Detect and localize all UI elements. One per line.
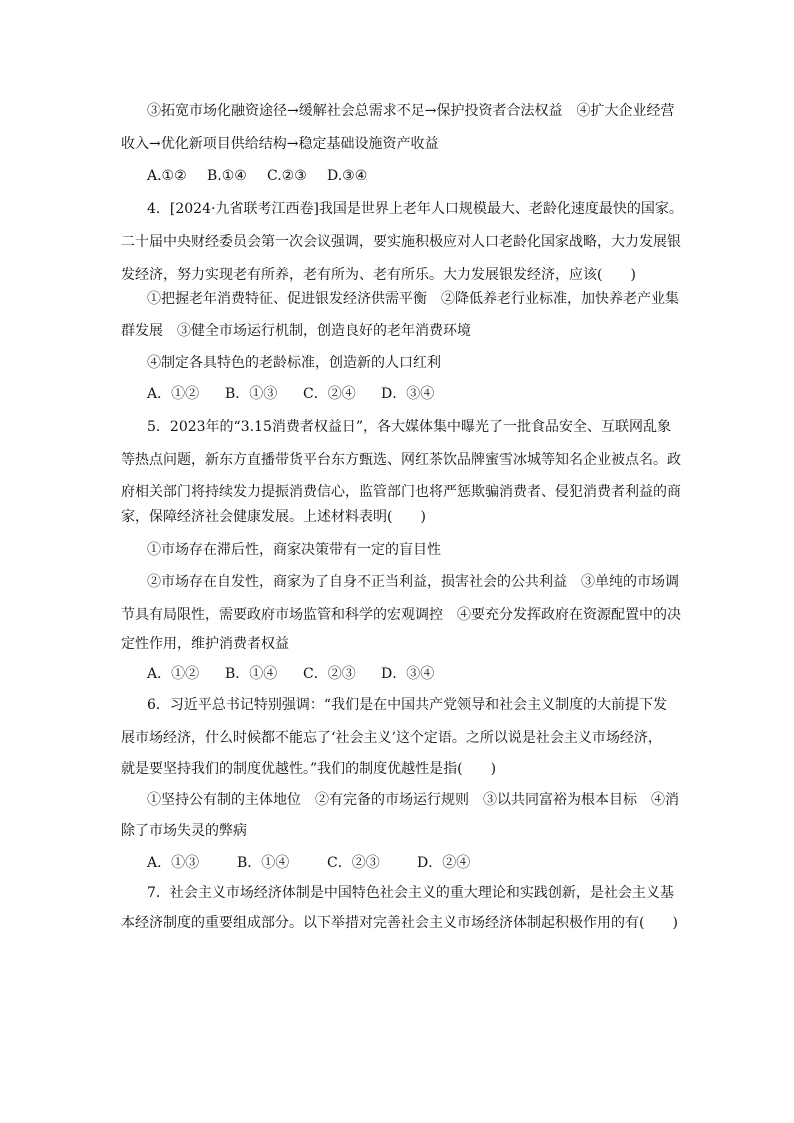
q5-stem-line-2: 等热点问题，新东方直播带货平台东方甄选、网红茶饮品牌蜜雪冰城等知名企业被点名。政 <box>121 452 681 468</box>
q4-stem-line-2: 二十届中央财经委员会第一次会议强调，要实施积极应对人口老龄化国家战略，大力发展银 <box>121 234 681 250</box>
q5-stem-line-1: 5．2023年的“3.15消费者权益日”，各大媒体集中曝光了一批食品安全、互联网乱象 <box>147 419 672 435</box>
q6-stem-line-2: 展市场经济，什么时候都不能忘了‘社会主义’这个定语。之所以说是社会主义市场经济， <box>121 730 662 746</box>
q4-choices <box>147 384 434 404</box>
q4-option-line-1: ①把握老年消费特征、促进银发经济供需平衡 ②降低养老行业标准，加快养老产业集 <box>147 291 679 307</box>
q7-stem-line-1: 7．社会主义市场经济体制是中国特色社会主义的重大理论和实践创新，是社会主义基 <box>147 885 674 901</box>
q7-stem-line-2: 本经济制度的重要组成部分。以下举措对完善社会主义市场经济体制起积极作用的有( ) <box>121 915 678 931</box>
q3-option-line-2: 收入→优化新项目供给结构→稳定基础设施资产收益 <box>121 136 439 152</box>
q4-option-line-2: 群发展 ③健全市场运行机制，创造良好的老年消费环境 <box>121 323 471 339</box>
q3-choice-b: B.①④ <box>207 168 247 184</box>
q5-option-line-3: 节具有局限性，需要政府市场监管和科学的宏观调控 ④要充分发挥政府在资源配置中的决 <box>121 607 681 623</box>
q6-choices <box>147 853 470 873</box>
q5-choice-d: D．③④ <box>381 666 435 682</box>
q5-option-line-1: ①市场存在滞后性，商家决策带有一定的盲目性 <box>147 542 441 558</box>
q5-choice-c: C．②③ <box>303 666 356 682</box>
q6-choice-b: B．①④ <box>237 855 290 871</box>
q6-choice-d: D．②④ <box>417 855 471 871</box>
q4-stem-line-1: 4．[2024·九省联考江西卷]我国是世界上老年人口规模最大、老龄化速度最快的国家。 <box>147 201 683 217</box>
q5-stem-line-3: 府相关部门将持续发力提振消费信心，监管部门也将严惩欺骗消费者、侵犯消费者利益的商 <box>121 484 681 500</box>
q5-choice-b: B．①④ <box>225 666 278 682</box>
q4-choice-d: D．③④ <box>381 386 435 402</box>
q3-choice-c: C.②③ <box>267 168 307 184</box>
q4-choice-a: A．①② <box>147 386 200 402</box>
q6-option-line-1: ①坚持公有制的主体地位 ②有完备的市场运行规则 ③以共同富裕为根本目标 ④消 <box>147 792 679 808</box>
q6-choice-c: C．②③ <box>327 855 380 871</box>
q5-choice-a: A．①② <box>147 666 200 682</box>
q3-option-line-1: ③拓宽市场化融资途径→缓解社会总需求不足→保护投资者合法权益 ④扩大企业经营 <box>147 103 675 119</box>
q5-stem-line-4: 家，保障经济社会健康发展。上述材料表明( ) <box>121 509 426 525</box>
q6-option-line-2: 除了市场失灵的弊病 <box>121 823 247 839</box>
q6-choice-a: A．①③ <box>147 855 200 871</box>
q6-stem-line-3: 就是要坚持我们的制度优越性。”我们的制度优越性是指( ) <box>121 761 497 777</box>
q3-choice-d: D.③④ <box>327 168 368 184</box>
q5-choices <box>147 664 434 684</box>
q4-choice-b: B．①③ <box>225 386 278 402</box>
q4-choice-c: C．②④ <box>303 386 356 402</box>
q4-option-line-3: ④制定各具特色的老龄标准，创造新的人口红利 <box>147 355 441 371</box>
q6-stem-line-1: 6．习近平总书记特别强调：“我们是在中国共产党领导和社会主义制度的大前提下发 <box>147 697 668 713</box>
q3-choices <box>147 166 367 186</box>
q5-option-line-4: 定性作用，维护消费者权益 <box>121 636 289 652</box>
q4-stem-line-3: 发经济，努力实现老有所养，老有所为、老有所乐。大力发展银发经济，应该( ) <box>121 267 636 283</box>
q3-choice-a: A.①② <box>147 168 187 184</box>
q5-option-line-2: ②市场存在自发性，商家为了自身不正当利益，损害社会的公共利益 ③单纯的市场调 <box>147 574 679 590</box>
